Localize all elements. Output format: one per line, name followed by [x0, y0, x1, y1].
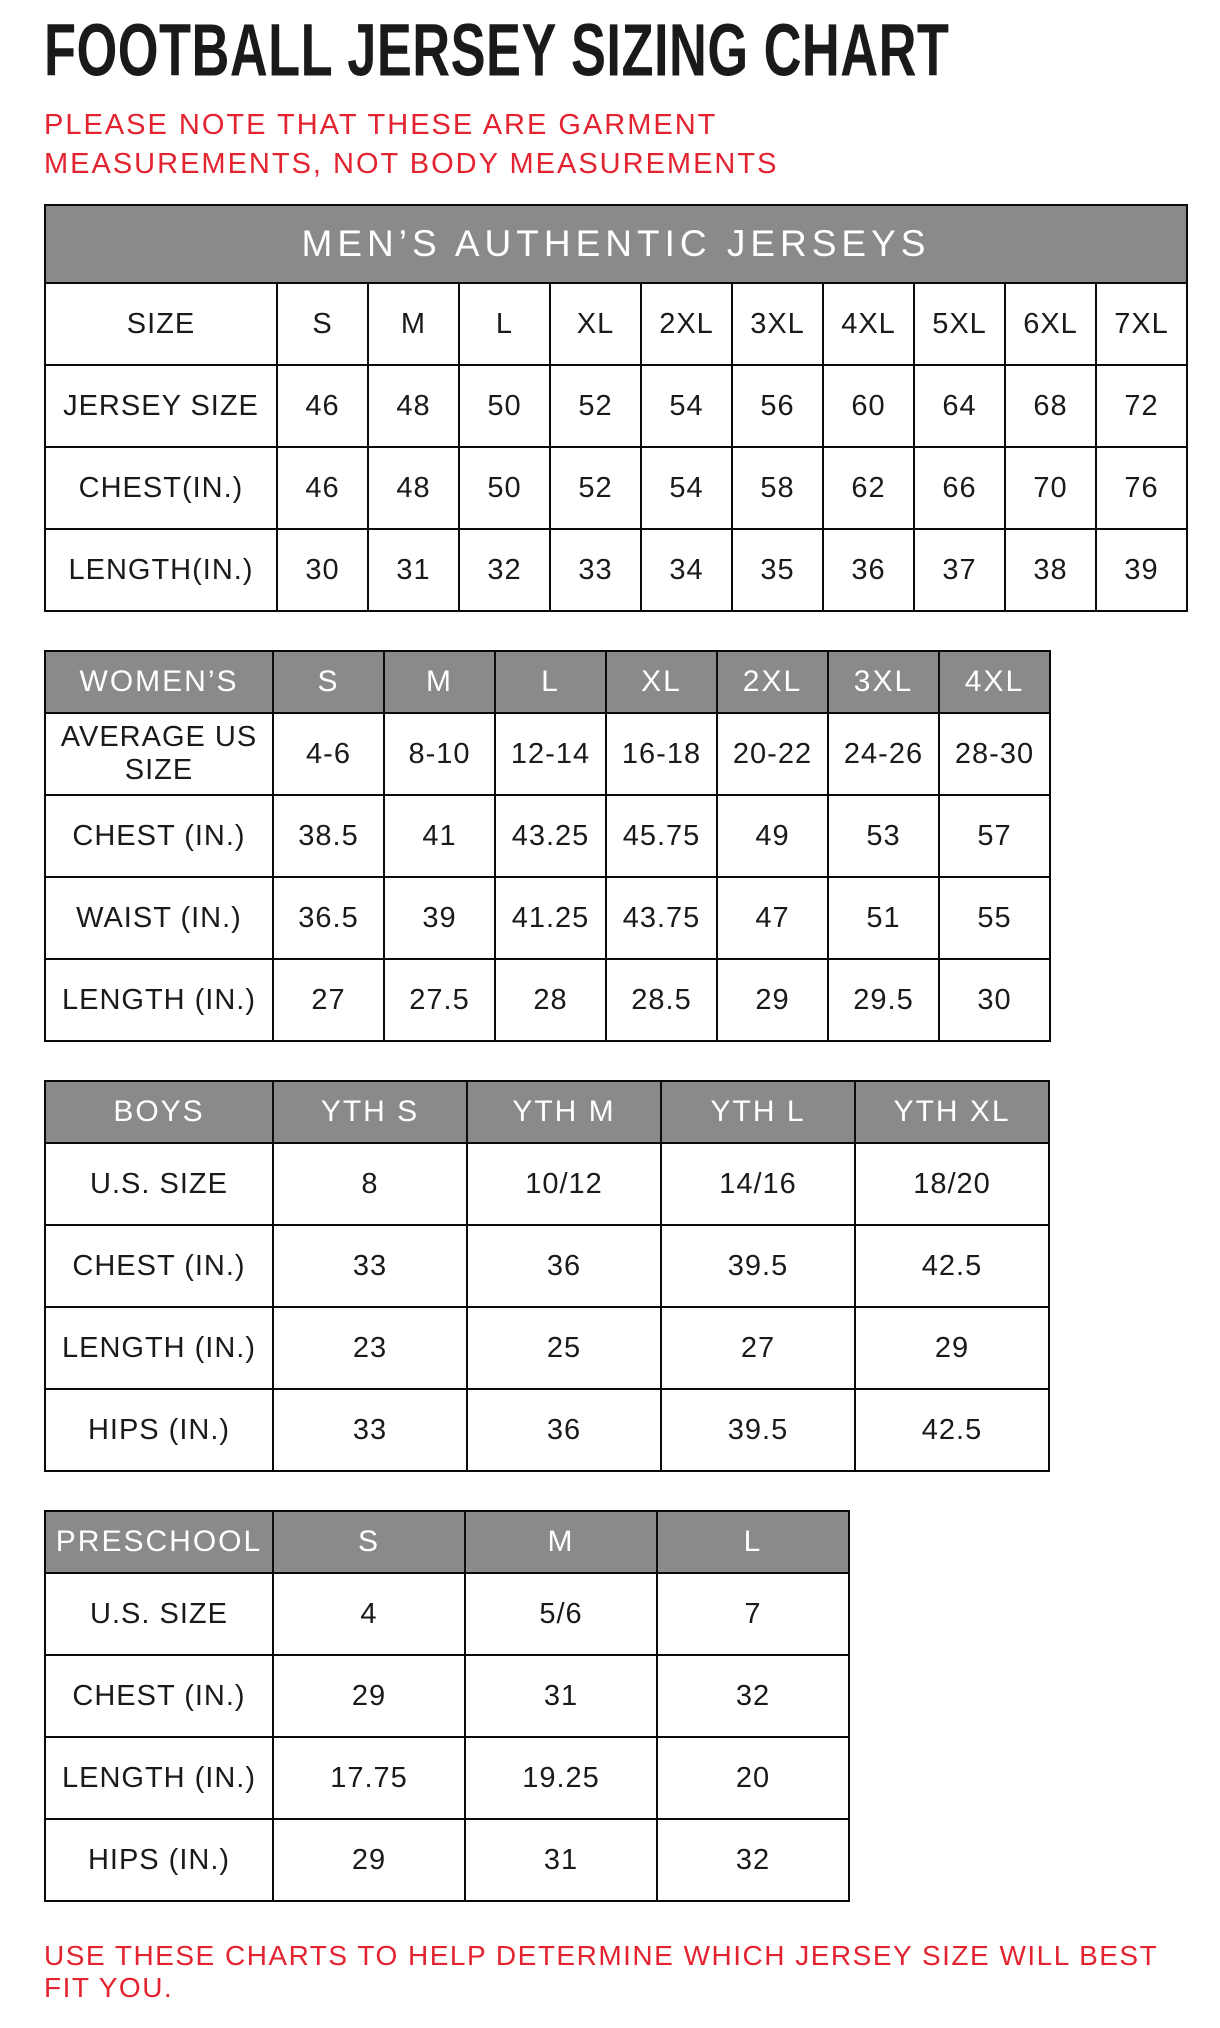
mens-row-label: LENGTH(IN.)	[45, 529, 277, 611]
womens-cell: 47	[717, 877, 828, 959]
preschool-cell: 19.25	[465, 1737, 657, 1819]
mens-cell: XL	[550, 283, 641, 365]
preschool-cell: 31	[465, 1819, 657, 1901]
preschool-sizing-table	[44, 1510, 1190, 1902]
preschool-row-label: CHEST (IN.)	[45, 1655, 273, 1737]
womens-header-col: L	[495, 651, 606, 713]
boys-cell: 39.5	[661, 1389, 855, 1471]
garment-measurements-note: PLEASE NOTE THAT THESE ARE GARMENT MEASUREMENTS, NOT BODY MEASUREMENTS	[44, 109, 779, 181]
mens-cell: 37	[914, 529, 1005, 611]
mens-cell: 58	[732, 447, 823, 529]
womens-cell: 16-18	[606, 713, 717, 795]
boys-header-col: YTH S	[273, 1081, 467, 1143]
preschool-cell: 32	[657, 1655, 849, 1737]
womens-cell: 49	[717, 795, 828, 877]
preschool-cell: 29	[273, 1655, 465, 1737]
mens-cell: 3XL	[732, 283, 823, 365]
mens-cell: 64	[914, 365, 1005, 447]
boys-cell: 42.5	[855, 1389, 1049, 1471]
boys-cell: 14/16	[661, 1143, 855, 1225]
boys-cell: 10/12	[467, 1143, 661, 1225]
womens-row-label: AVERAGE US SIZE	[45, 713, 273, 795]
womens-header-col: S	[273, 651, 384, 713]
womens-cell: 29.5	[828, 959, 939, 1041]
womens-cell: 43.75	[606, 877, 717, 959]
mens-cell: 2XL	[641, 283, 732, 365]
boys-cell: 36	[467, 1225, 661, 1307]
womens-header-label: WOMEN’S	[45, 651, 273, 713]
mens-cell: 46	[277, 447, 368, 529]
mens-cell: L	[459, 283, 550, 365]
mens-cell: 34	[641, 529, 732, 611]
womens-cell: 29	[717, 959, 828, 1041]
womens-cell: 27.5	[384, 959, 495, 1041]
preschool-cell: 17.75	[273, 1737, 465, 1819]
mens-cell: 60	[823, 365, 914, 447]
mens-cell: 35	[732, 529, 823, 611]
mens-cell: 50	[459, 365, 550, 447]
womens-cell: 41.25	[495, 877, 606, 959]
mens-authentic-jerseys-table	[44, 204, 1190, 612]
womens-cell: 4-6	[273, 713, 384, 795]
mens-cell: 52	[550, 365, 641, 447]
boys-row-label: CHEST (IN.)	[45, 1225, 273, 1307]
womens-cell: 12-14	[495, 713, 606, 795]
womens-cell: 20-22	[717, 713, 828, 795]
womens-sizing-table	[44, 650, 1190, 1042]
womens-cell: 27	[273, 959, 384, 1041]
womens-cell: 51	[828, 877, 939, 959]
preschool-cell: 7	[657, 1573, 849, 1655]
boys-cell: 42.5	[855, 1225, 1049, 1307]
mens-cell: 39	[1096, 529, 1187, 611]
footer-note: USE THESE CHARTS TO HELP DETERMINE WHICH JERSEY SIZE WILL BEST FIT YOU.	[44, 1940, 1158, 2004]
mens-row-label: SIZE	[45, 283, 277, 365]
womens-cell: 55	[939, 877, 1050, 959]
mens-cell: 38	[1005, 529, 1096, 611]
preschool-cell: 20	[657, 1737, 849, 1819]
boys-cell: 29	[855, 1307, 1049, 1389]
womens-cell: 24-26	[828, 713, 939, 795]
womens-cell: 8-10	[384, 713, 495, 795]
mens-cell: 32	[459, 529, 550, 611]
mens-cell: 4XL	[823, 283, 914, 365]
mens-cell: 5XL	[914, 283, 1005, 365]
preschool-cell: 4	[273, 1573, 465, 1655]
mens-cell: 46	[277, 365, 368, 447]
womens-cell: 53	[828, 795, 939, 877]
boys-header-col: YTH L	[661, 1081, 855, 1143]
mens-cell: 52	[550, 447, 641, 529]
boys-cell: 25	[467, 1307, 661, 1389]
womens-cell: 28.5	[606, 959, 717, 1041]
preschool-cell: 5/6	[465, 1573, 657, 1655]
preschool-header-col: M	[465, 1511, 657, 1573]
mens-cell: 68	[1005, 365, 1096, 447]
mens-cell: 7XL	[1096, 283, 1187, 365]
mens-cell: 76	[1096, 447, 1187, 529]
mens-table-grid	[44, 204, 1188, 612]
boys-cell: 33	[273, 1225, 467, 1307]
boys-row-label: U.S. SIZE	[45, 1143, 273, 1225]
preschool-header-label: PRESCHOOL	[45, 1511, 273, 1573]
mens-cell: 54	[641, 365, 732, 447]
mens-cell: 54	[641, 447, 732, 529]
womens-table-grid	[44, 650, 1051, 1042]
mens-cell: 66	[914, 447, 1005, 529]
boys-cell: 39.5	[661, 1225, 855, 1307]
boys-cell: 18/20	[855, 1143, 1049, 1225]
boys-sizing-table	[44, 1080, 1190, 1472]
womens-row-label: LENGTH (IN.)	[45, 959, 273, 1041]
preschool-row-label: LENGTH (IN.)	[45, 1737, 273, 1819]
boys-row-label: HIPS (IN.)	[45, 1389, 273, 1471]
preschool-cell: 32	[657, 1819, 849, 1901]
womens-row-label: WAIST (IN.)	[45, 877, 273, 959]
mens-cell: 30	[277, 529, 368, 611]
preschool-cell: 29	[273, 1819, 465, 1901]
mens-cell: 62	[823, 447, 914, 529]
mens-cell: 50	[459, 447, 550, 529]
preschool-row-label: HIPS (IN.)	[45, 1819, 273, 1901]
mens-cell: 48	[368, 447, 459, 529]
boys-cell: 8	[273, 1143, 467, 1225]
boys-header-col: YTH M	[467, 1081, 661, 1143]
womens-row-label: CHEST (IN.)	[45, 795, 273, 877]
boys-cell: 33	[273, 1389, 467, 1471]
mens-cell: 6XL	[1005, 283, 1096, 365]
page-title-wrap	[44, 9, 1190, 104]
mens-cell: S	[277, 283, 368, 365]
mens-row-label: CHEST(IN.)	[45, 447, 277, 529]
page-title: FOOTBALL JERSEY SIZING CHART	[44, 9, 950, 93]
boys-header-col: YTH XL	[855, 1081, 1049, 1143]
boys-cell: 27	[661, 1307, 855, 1389]
preschool-header-col: S	[273, 1511, 465, 1573]
boys-cell: 23	[273, 1307, 467, 1389]
womens-cell: 28	[495, 959, 606, 1041]
mens-cell: 48	[368, 365, 459, 447]
womens-header-col: XL	[606, 651, 717, 713]
womens-header-col: 3XL	[828, 651, 939, 713]
boys-header-label: BOYS	[45, 1081, 273, 1143]
mens-banner: MEN’S AUTHENTIC JERSEYS	[45, 205, 1187, 283]
mens-cell: M	[368, 283, 459, 365]
boys-cell: 36	[467, 1389, 661, 1471]
mens-cell: 31	[368, 529, 459, 611]
womens-cell: 36.5	[273, 877, 384, 959]
womens-cell: 38.5	[273, 795, 384, 877]
mens-cell: 72	[1096, 365, 1187, 447]
womens-cell: 57	[939, 795, 1050, 877]
preschool-header-col: L	[657, 1511, 849, 1573]
womens-cell: 39	[384, 877, 495, 959]
preschool-row-label: U.S. SIZE	[45, 1573, 273, 1655]
preschool-table-grid	[44, 1510, 850, 1902]
womens-cell: 43.25	[495, 795, 606, 877]
mens-cell: 70	[1005, 447, 1096, 529]
boys-table-grid	[44, 1080, 1050, 1472]
womens-cell: 45.75	[606, 795, 717, 877]
mens-cell: 56	[732, 365, 823, 447]
boys-row-label: LENGTH (IN.)	[45, 1307, 273, 1389]
mens-row-label: JERSEY SIZE	[45, 365, 277, 447]
womens-cell: 41	[384, 795, 495, 877]
womens-header-col: M	[384, 651, 495, 713]
mens-cell: 33	[550, 529, 641, 611]
womens-header-col: 2XL	[717, 651, 828, 713]
mens-cell: 36	[823, 529, 914, 611]
preschool-cell: 31	[465, 1655, 657, 1737]
womens-header-col: 4XL	[939, 651, 1050, 713]
womens-cell: 30	[939, 959, 1050, 1041]
womens-cell: 28-30	[939, 713, 1050, 795]
